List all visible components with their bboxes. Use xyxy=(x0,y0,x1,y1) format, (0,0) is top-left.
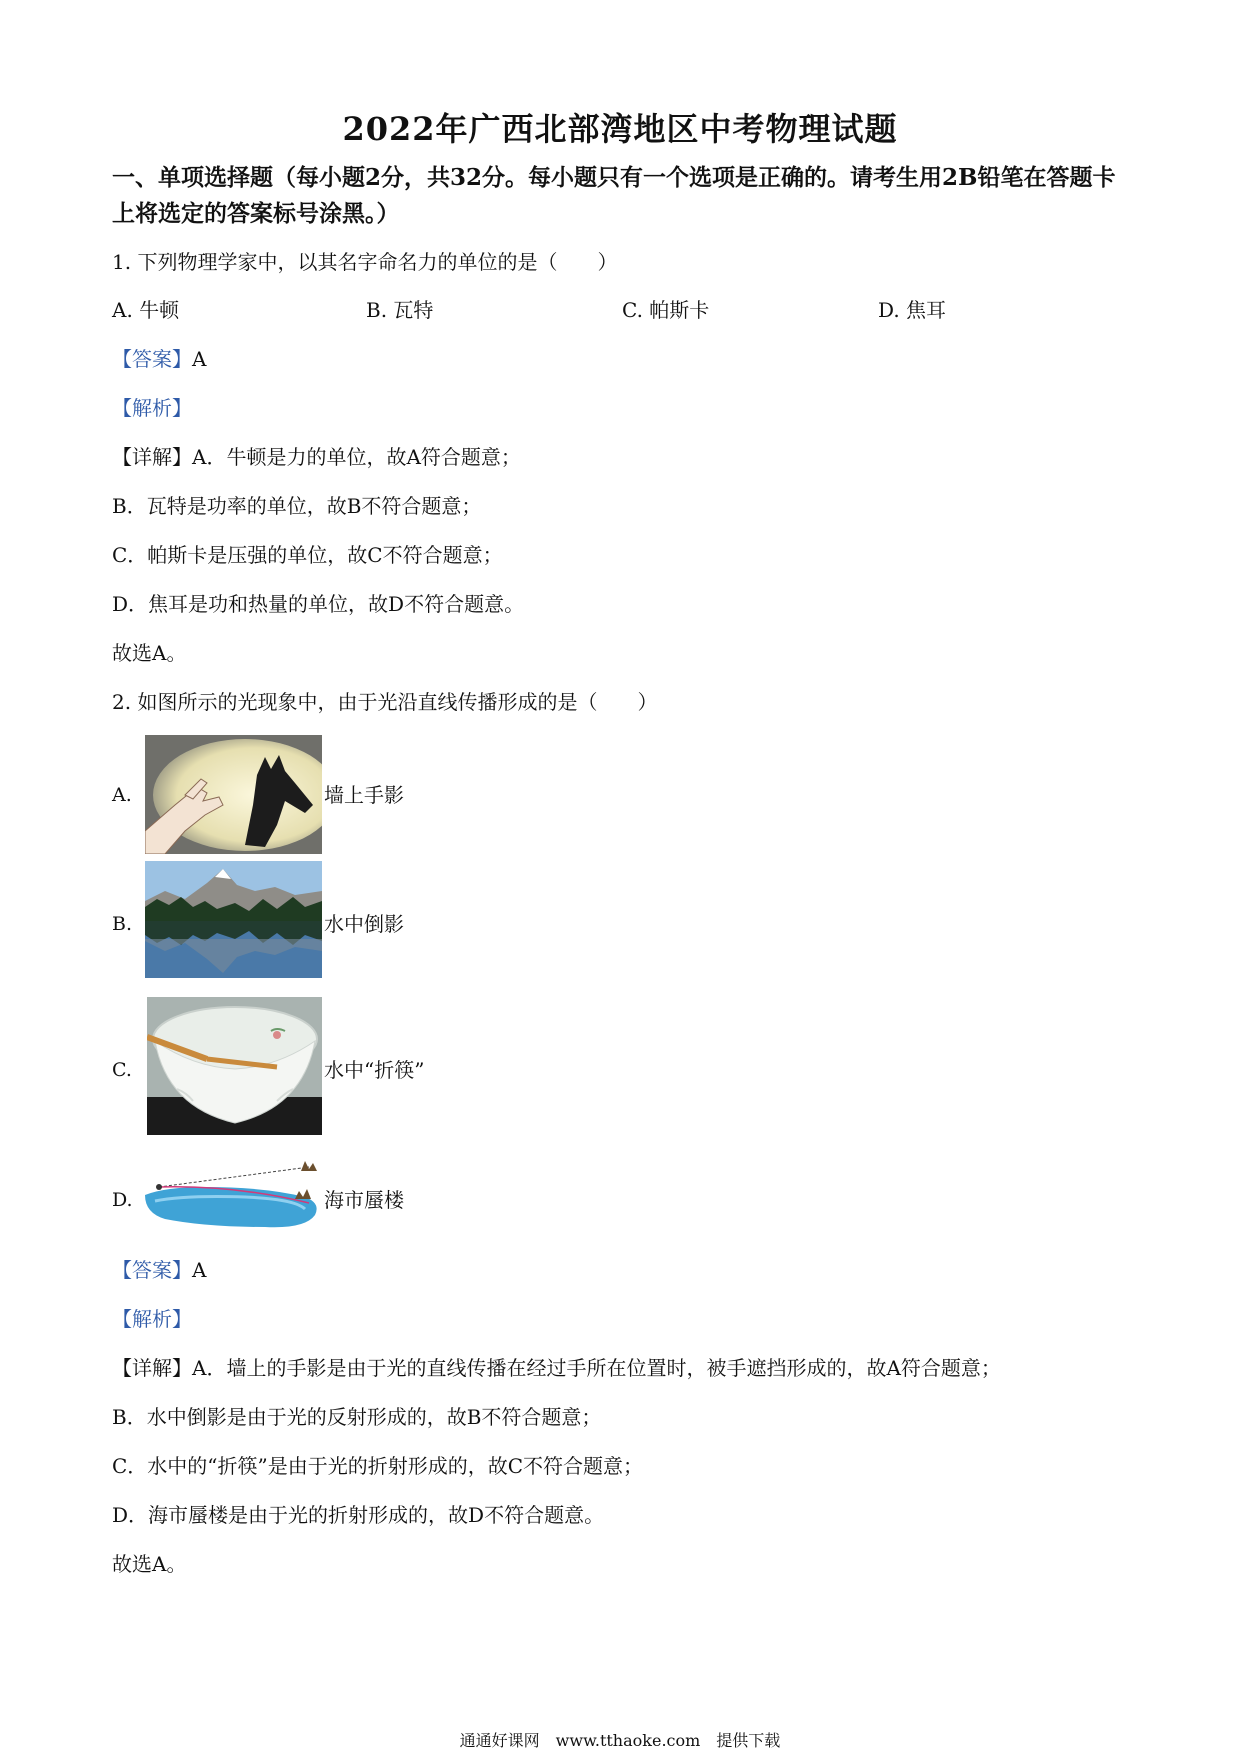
q2-analysis-tag: 【解析】 xyxy=(112,1307,192,1331)
q2-option-a-letter: A. xyxy=(112,784,132,806)
q2-detail-line xyxy=(112,1354,1001,1382)
answer-value: A xyxy=(192,1258,207,1282)
hand-shadow-image xyxy=(145,735,322,854)
section-heading: 一、单项选择题（每小题2分，共32分。每小题只有一个选项是正确的。请考生用2B铅笔在答题卡上将选定的答案标号涂黑。） xyxy=(112,164,1116,227)
q2-option-b-label: 水中倒影 xyxy=(324,912,404,936)
q2-option-d-letter: D. xyxy=(112,1189,133,1211)
detail-tag: 【详解】 xyxy=(112,1356,192,1380)
q1-conclusion: 故选A。 xyxy=(112,641,187,665)
q1-answer xyxy=(112,345,206,373)
q1-option-b: B. 瓦特 xyxy=(366,298,434,322)
q2-conclusion: 故选A。 xyxy=(112,1552,187,1576)
answer-tag: 【答案】 xyxy=(112,1258,192,1282)
q1-detail-line xyxy=(112,443,521,471)
lake-reflection-image xyxy=(145,861,322,978)
detail-tag: 【详解】 xyxy=(112,445,192,469)
mirage-diagram-image xyxy=(145,1157,322,1232)
answer-tag: 【答案】 xyxy=(112,347,192,371)
q2-detail-line: C．水中的“折筷”是由于光的折射形成的，故C不符合题意； xyxy=(112,1454,644,1478)
q1-detail-line: D．焦耳是功和热量的单位，故D不符合题意。 xyxy=(112,592,525,616)
q2-option-c-label: 水中“折筷” xyxy=(324,1058,425,1082)
bent-chopstick-bowl-image xyxy=(147,997,322,1135)
detail-text: A．墙上的手影是由于光的直线传播在经过手所在位置时，被手遮挡形成的，故A符合题意； xyxy=(192,1356,1001,1380)
q2-stem: 2. 如图所示的光现象中，由于光沿直线传播形成的是（ ） xyxy=(112,690,658,714)
detail-text: A．牛顿是力的单位，故A符合题意； xyxy=(192,445,521,469)
q2-option-a-label: 墙上手影 xyxy=(324,783,404,807)
q1-detail-line: C．帕斯卡是压强的单位，故C不符合题意； xyxy=(112,543,503,567)
page-footer: 通通好课网 www.tthaoke.com 提供下载 xyxy=(459,1731,781,1750)
q1-stem: 1. 下列物理学家中，以其名字命名力的单位的是（ ） xyxy=(112,250,618,274)
page-title: 2022年广西北部湾地区中考物理试题 xyxy=(342,110,898,148)
q1-option-c: C. 帕斯卡 xyxy=(622,298,710,322)
q1-analysis-tag: 【解析】 xyxy=(112,396,192,420)
answer-value: A xyxy=(192,347,207,371)
q1-option-a: A. 牛顿 xyxy=(112,298,180,322)
q1-option-d: D. 焦耳 xyxy=(878,298,947,322)
q2-option-b-letter: B. xyxy=(112,913,133,935)
q2-detail-line: D．海市蜃楼是由于光的折射形成的，故D不符合题意。 xyxy=(112,1503,605,1527)
q2-answer xyxy=(112,1256,206,1284)
q2-option-c-letter: C. xyxy=(112,1059,132,1081)
q1-detail-line: B．瓦特是功率的单位，故B不符合题意； xyxy=(112,494,482,518)
q2-detail-line: B．水中倒影是由于光的反射形成的，故B不符合题意； xyxy=(112,1405,602,1429)
q2-option-d-label: 海市蜃楼 xyxy=(324,1188,404,1212)
